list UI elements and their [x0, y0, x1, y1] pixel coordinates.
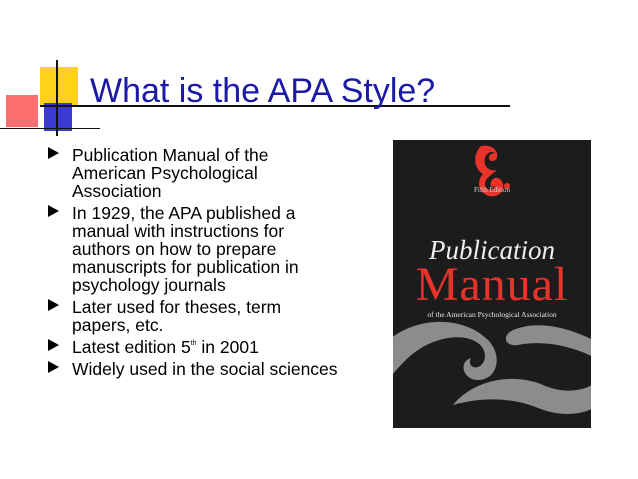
bullet-ordinal-suffix: th [190, 340, 197, 347]
bullet-arrow-icon [48, 339, 59, 351]
book-title-line1: Publication [429, 235, 555, 265]
bullet-text: Widely used in the social sciences [72, 359, 338, 379]
bullet-arrow-icon [48, 147, 59, 159]
deco-horizontal-line [0, 128, 100, 129]
decorative-swoosh-icon [393, 322, 591, 414]
bullet-arrow-icon [48, 205, 59, 217]
book-title-line2: Manual [415, 258, 569, 311]
bullet-arrow-icon [48, 299, 59, 311]
bullet-text: In 1929, the APA published a manual with instructions for authors on how to prepare manuscripts for publication in psychology journals [72, 203, 299, 295]
deco-red-square [6, 95, 38, 127]
bullet-item [40, 360, 340, 378]
deco-blue-square [44, 103, 72, 131]
bullet-arrow-icon [48, 361, 59, 373]
deco-vertical-line [56, 60, 58, 136]
book-edition: Fifth Edition [474, 186, 510, 194]
bullet-item [40, 338, 340, 356]
slide-title: What is the APA Style? [90, 72, 436, 110]
bullet-item [40, 146, 340, 200]
book-cover-image [393, 140, 591, 428]
book-subtitle: of the American Psychological Association [427, 310, 557, 319]
bullet-text-pre: Latest edition 5 [72, 337, 191, 357]
bullet-list [40, 146, 340, 382]
bullet-text: Publication Manual of the American Psychological Association [72, 145, 269, 201]
deco-yellow-square [40, 67, 78, 105]
bullet-item [40, 298, 340, 334]
bullet-item [40, 204, 340, 294]
bullet-text-post: in 2001 [196, 337, 259, 357]
bullet-text: Later used for theses, term papers, etc. [72, 297, 282, 335]
